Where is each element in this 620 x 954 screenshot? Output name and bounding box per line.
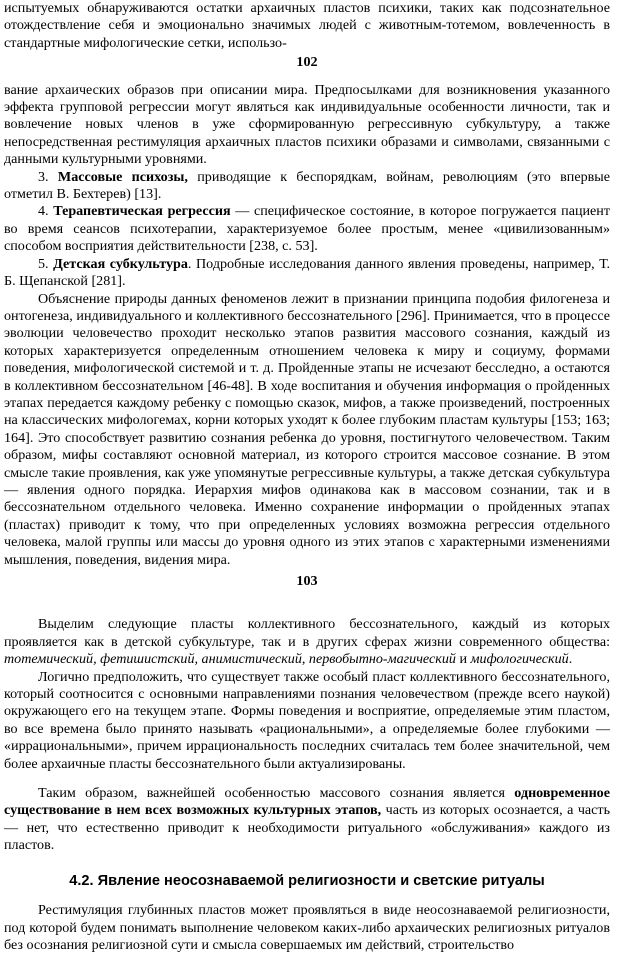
- section-heading: 4.2. Явление неосознаваемой религиозности и светские ритуалы: [69, 872, 545, 889]
- list-number: 5.: [38, 255, 54, 272]
- term-child-subculture: Детская субкультура: [53, 255, 188, 272]
- item-text: приводящие к беспорядкам, войнам, революциям (это впервые отметил В. Бехтерев) [13].: [4, 168, 610, 203]
- list-number: 4.: [38, 203, 54, 220]
- thus-bold: одновременное существование в нем всех возможных культурных этапов,: [4, 785, 610, 819]
- layers-text: Выделим следующие пласты коллективного бессознательного, каждый из которых проявляется как в детской субкультуре, так и в других сферах жизни современного общества:: [4, 616, 610, 650]
- layers-paragraph: [4, 616, 610, 668]
- page-number-102: 102: [296, 54, 318, 71]
- list-number: 3.: [38, 168, 58, 185]
- top-paragraph: испытуемых обнаруживаются остатки архаичных пластов психики, таких как подсознательное отождествление себя и эмоционально значимых людей с животным-тотемом, вовлеченность в стандартные мифологические сетки, использо-: [4, 0, 610, 51]
- item-text: — специфическое состояние, в которое погружается пациент во время сеансов психотерапии, характеризуемое более простым, менее «цивилизованным» способом восприятия действительности [238, с. 53].: [4, 203, 611, 255]
- logic-paragraph: Логично предположить, что существует также особый пласт коллективного бессознательного, который соотносится с основными направлениями познания человечеством (прежде всего наукой) окружающего его на текущем этапе. Формы поведения и восприятие, определяемые этим пластом, во все времена было принято называть «рациональными», а определяемые более глубокими — «иррациональными», причем иррациональность последних считалась тем более значительной, чем более архаичные пласты бессознательного были актуализированы.: [4, 668, 610, 772]
- list-item-5: [4, 256, 610, 291]
- layers-italic: тотемический, фетишистский, анимистический, первобытно-магический: [4, 651, 456, 668]
- last-paragraph: Рестимуляция глубинных пластов может проявляться в виде неосознаваемой религиозности, под которой будем понимать выполнение человеком каких-либо архаических религиозных ритуалов без осознания религиозной сути и смысла совершаемых им действий, строительство: [4, 902, 610, 953]
- layers-end: .: [568, 651, 573, 668]
- item-text: . Подробные исследования данного явления проведены, например, Т. Б. Щепанской [281].: [4, 255, 610, 290]
- spacer: [4, 773, 610, 785]
- thus-end: часть из которых осознается, а часть — нет, что естественно приводит к необходимости ритуального «обслуживания» каждого из пластов.: [4, 802, 610, 854]
- page-number-103: 103: [296, 573, 318, 589]
- term-therapeutic-regression: Терапевтическая регрессия: [53, 203, 231, 220]
- continued-paragraph: вание архаических образов при описании мира. Предпосылками для возникновения указанного эффекта групповой регрессии могут являться как индивидуальные особенности личности, так и вовлечение новых членов в уже сформированную регрессивную субкультуру, а также непосредственная рестимуляция архаичных пластов психики образами и символами, связанными с данными культурными уровнями.: [4, 81, 610, 168]
- thus-text: Таким образом, важнейшей особенностью массового сознания является: [38, 785, 515, 802]
- list-item-3: [4, 169, 610, 204]
- explanation-paragraph: Объяснение природы данных феноменов лежит в признании принципа подобия филогенеза и онтогенеза, индивидуального и коллективного бессознательного [296]. Принимается, что в процессе эволюции человечество проходит несколько этапов развития массового сознания, каждый из которых характеризуется определенным отношением человека к миру и социуму, формами поведения, мифологической системой и т. д. Пройденные этапы не исчезают бесследно, а остаются в коллективном бессознательном [46-48]. В ходе воспитания и обучения информация о пройденных этапах передается каждому ребенку с помощью сказок, мифов, а также произведений, построенных на классических мифологемах, корни которых уходят к более глубоким пластам культуры [153; 163; 164]. Это способствует развитию сознания ребенка до уровня, постигнутого человечеством. Таким образом, мифы составляют основной материал, из которого строится массовое сознание. В этом смысле такие проявления, как уже упомянутые регрессивные культуры, а также детская субкультура — явления одного порядка. Иерархия мифов одинакова как в массовом сознании, так и в бессознательном отдельного человека. Именно сохранение информации о пройденных этапах (пластах) приводит к тому, что при определенных условиях возможна регрессия отдельного человека, малой группы или массы до уровня одного из этих этапов с характерными изменениями мышления, поведения, видения мира.: [4, 290, 610, 568]
- thus-paragraph: [4, 785, 610, 855]
- term-mass-psychoses: Массовые психозы,: [57, 168, 188, 185]
- list-item-4: [4, 203, 610, 255]
- layers-and: и: [455, 651, 471, 668]
- layers-italic-mythological: мифологический: [470, 651, 569, 668]
- spacer: [4, 600, 610, 616]
